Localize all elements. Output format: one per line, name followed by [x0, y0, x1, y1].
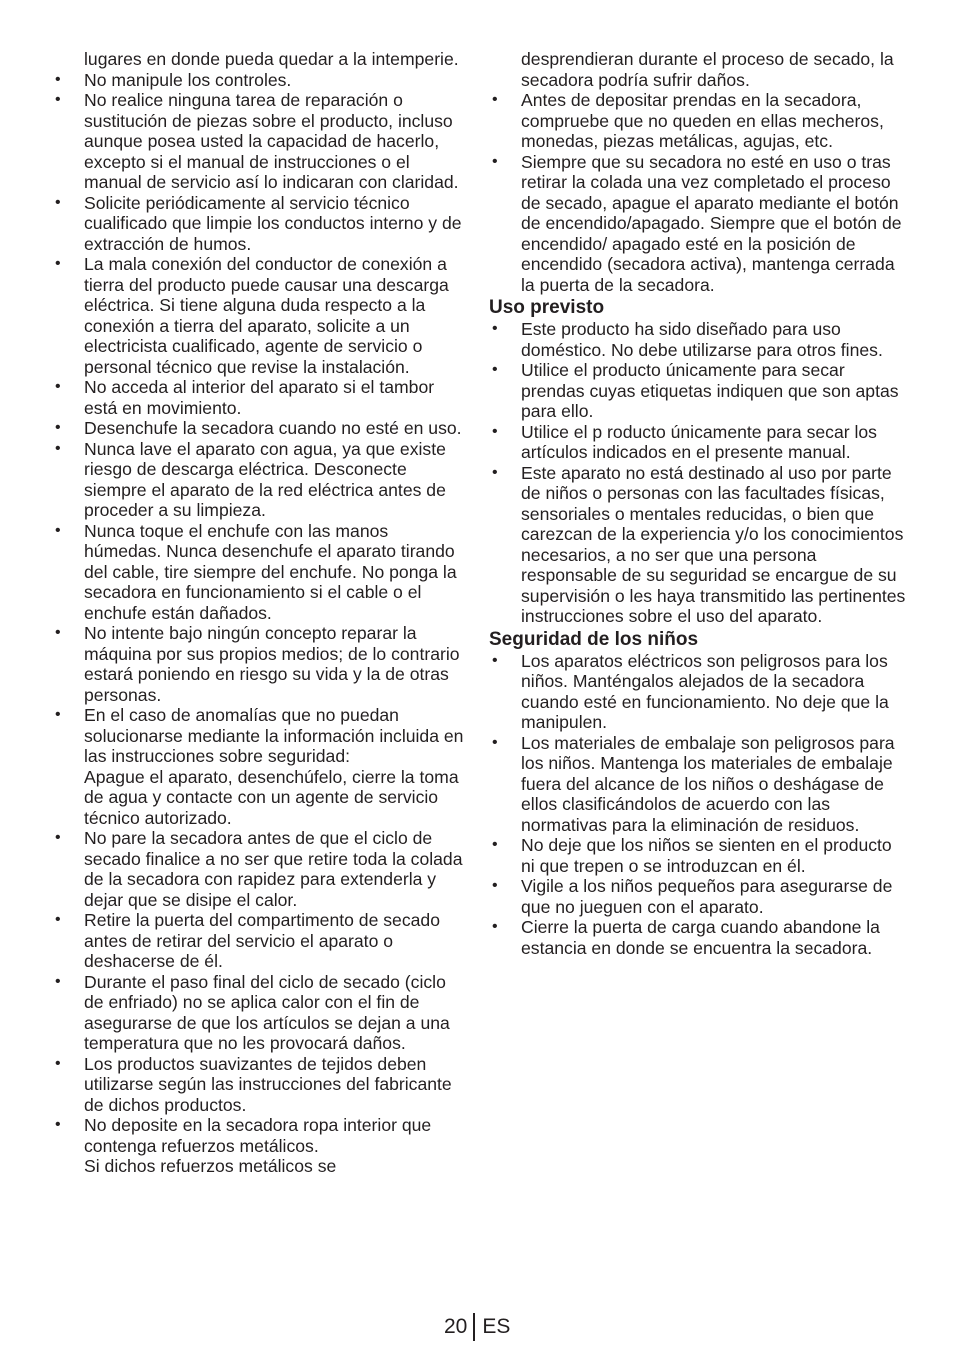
bullet-item [489, 422, 909, 463]
item-text: No deje que los niños se sienten en el producto ni que trepen o se introduzcan en él. [521, 835, 892, 876]
item-subtext: Apague el aparato, desenchúfelo, cierre la toma de agua y contacte con un agente de servicio técnico autorizado. [84, 766, 459, 828]
item-text: No pare la secadora antes de que el ciclo de secado finalice a no ser que retire toda la colada de la secadora con rapidez para extenderla y dejar que se disipe el calor. [84, 828, 463, 910]
continued-paragraph [52, 49, 470, 70]
item-text: Solicite periódicamente al servicio técnico cualificado que limpie los conductos interno y de extracción de humos. [84, 192, 462, 254]
item-text: Este producto ha sido diseñado para uso doméstico. No debe utilizarse para otros fines. [521, 319, 883, 360]
bullet-item [489, 917, 909, 958]
bullet-item [489, 733, 909, 836]
bullet-item [489, 90, 909, 152]
item-text: No manipule los controles. [84, 69, 292, 90]
item-text: No deposite en la secadora ropa interior que contenga refuerzos metálicos. [84, 1115, 432, 1156]
item-text: Este aparato no está destinado al uso por parte de niños o personas con las facultades físicas, sensoriales o mentales reducidas, o bien que carezcan de la experiencia y/o los conocimientos necesarios, a no ser que una persona responsable de su seguridad se encargue de su supervisión o les haya transmitido las pertinentes instrucciones sobre el uso del aparato. [521, 462, 906, 626]
page-footer [444, 1313, 510, 1341]
item-text: Utilice el p roducto únicamente para secar los artículos indicados en el presente manual. [521, 421, 877, 462]
item-text: Los materiales de embalaje son peligrosos para los niños. Mantenga los materiales de embalaje fuera del alcance de los niños o deshágase de ellos clasificándolos de acuerdo con las normativas para la eliminación de residuos. [521, 732, 895, 835]
item-text: Vigile a los niños pequeños para asegurarse de que no jueguen con el aparato. [521, 876, 893, 917]
bullet-item [489, 876, 909, 917]
item-text: Siempre que su secadora no esté en uso o tras retirar la colada una vez completado el proceso de secado, apague el aparato mediante el botón de encendido/apagado. Siempre que el botón de encendido/ apagado esté en la posición de encendido (secadora activa), mantenga cerrada la puerta de la secadora. [521, 151, 902, 295]
footer-separator [473, 1313, 475, 1341]
continued-paragraph [489, 49, 909, 90]
item-text: No intente bajo ningún concepto reparar la máquina por sus propios medios; de lo contrario estará poniendo en riesgo su vida y la de otras personas. [84, 623, 460, 705]
bullet-item [489, 835, 909, 876]
item-text: desprendieran durante el proceso de secado, la secadora podría sufrir daños. [521, 49, 894, 90]
bullet-item [52, 377, 470, 418]
bullet-item [489, 152, 909, 296]
item-text: Antes de depositar prendas en la secadora, compruebe que no queden en ellas mecheros, monedas, piezas metálicas, agujas, etc. [521, 90, 884, 151]
bullet-item [52, 521, 470, 624]
item-text: En el caso de anomalías que no puedan solucionarse mediante la información incluida en las instrucciones sobre seguridad: [84, 705, 464, 766]
bullet-item [52, 439, 470, 521]
bullet-item [52, 623, 470, 705]
bullet-item [52, 418, 470, 439]
item-text: Retire la puerta del compartimento de secado antes de retirar del servicio el aparato o deshacerse de él. [84, 910, 440, 971]
bullet-item [52, 90, 470, 193]
item-text: La mala conexión del conductor de conexión a tierra del producto puede causar una descarga eléctrica. Si tiene alguna duda respecto a la conexión a tierra del aparato, solicite a un electricista cualificado, agente de servicio o personal técnico que revise la instalación. [84, 254, 449, 377]
section-heading: Uso previsto [489, 297, 605, 318]
language-code: ES [482, 1315, 511, 1338]
bullet-item [52, 254, 470, 377]
item-text: Los productos suavizantes de tejidos deben utilizarse según las instrucciones del fabricante de dichos productos. [84, 1053, 452, 1115]
bullet-item [52, 972, 470, 1054]
item-text: Nunca lave el aparato con agua, ya que existe riesgo de descarga eléctrica. Desconecte siempre el aparato de la red eléctrica antes de proceder a su limpieza. [84, 438, 446, 520]
bullet-item [489, 360, 909, 422]
item-text: Durante el paso final del ciclo de secado (ciclo de enfriado) no se aplica calor con el fin de asegurarse de que los artículos se dejan a una temperatura que no les provocará daños. [84, 971, 450, 1053]
bullet-item [489, 463, 909, 627]
item-text: Cierre la puerta de carga cuando abandone la estancia en donde se encuentra la secadora. [521, 917, 880, 958]
item-text: No acceda al interior del aparato si el tambor está en movimiento. [84, 377, 435, 418]
item-text: Desenchufe la secadora cuando no esté en uso. [84, 418, 462, 438]
bullet-item [489, 651, 909, 733]
item-text: No realice ninguna tarea de reparación o sustitución de piezas sobre el producto, incluso aunque posea usted la capacidad de hacerlo, excepto si el manual de instrucciones o el manual de servicio así lo indicaran con claridad. [84, 90, 459, 192]
item-text: lugares en donde pueda quedar a la intemperie. [84, 49, 459, 69]
bullet-item [52, 193, 470, 255]
bullet-item [52, 1115, 470, 1177]
left-column [52, 49, 470, 1177]
item-text: Utilice el producto únicamente para secar prendas cuyas etiquetas indiquen que son aptas para ello. [521, 360, 899, 421]
item-subtext: Si dichos refuerzos metálicos se [84, 1156, 337, 1176]
bullet-item [489, 319, 909, 360]
right-column [489, 49, 909, 958]
item-text: Nunca toque el enchufe con las manos húmedas. Nunca desenchufe el aparato tirando del cable, tire siempre del enchufe. No ponga la secadora en funcionamiento si el cable o el enchufe están dañados. [84, 520, 457, 623]
section-heading: Seguridad de los niños [489, 628, 699, 650]
bullet-item [52, 828, 470, 910]
item-text: Los aparatos eléctricos son peligrosos para los niños. Manténgalos alejados de la secadora cuando esté en funcionamiento. No deje que la manipulen. [521, 650, 889, 732]
bullet-item [52, 70, 470, 91]
page-number: 20 [444, 1315, 468, 1338]
bullet-item [52, 910, 470, 972]
bullet-item [52, 1054, 470, 1116]
bullet-item [52, 705, 470, 828]
